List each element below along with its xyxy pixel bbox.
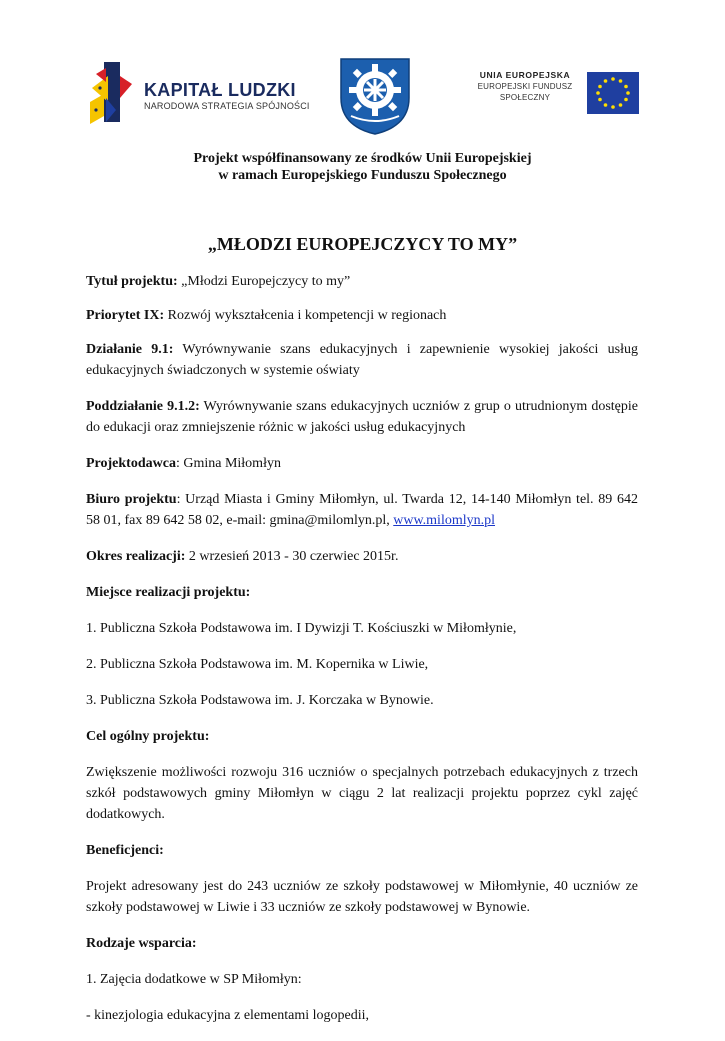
list-item: - kinezjologia edukacyjna z elementami logopedii, [86, 1008, 370, 1023]
funding-statement [0, 150, 725, 184]
section-heading-text: Miejsce realizacji projektu: [86, 585, 251, 600]
field-label: Priorytet IX: [86, 308, 165, 323]
eu-line-fund: EUROPEJSKI FUNDUSZ [477, 82, 573, 91]
field-value: : Urząd Miasta i Gminy Miłomłyn, ul. Twarda 12, 14-140 Miłomłyn tel. 89 642 58 01, fax 89 642 58 02, e-mail: gmina@milomlyn.pl, [86, 492, 638, 528]
field-label: Tytuł projektu: [86, 274, 178, 289]
field-office [86, 489, 638, 531]
beneficiaries-text: Projekt adresowany jest do 243 uczniów ze szkoły podstawowej w Miłomłynie, 40 uczniów ze szkoły podstawowej w Liwie i 33 uczniów ze szkoły podstawowej w Bynowie. [86, 879, 638, 915]
project-main-title: „MŁODZI EUROPEJCZYCY TO MY” [207, 234, 518, 254]
eu-efs-logo [475, 70, 640, 116]
field-period [86, 546, 638, 567]
section-heading-text: Rodzaje wsparcia: [86, 936, 197, 951]
field-label: Działanie 9.1: [86, 342, 174, 357]
kapital-ludzki-title: KAPITAŁ LUDZKI [144, 80, 296, 100]
kapital-ludzki-logo [86, 58, 310, 130]
list-item: 3. Publiczna Szkoła Podstawowa im. J. Korczaka w Bynowie. [86, 693, 434, 708]
field-measure [86, 339, 638, 381]
section-heading-locations [86, 582, 638, 603]
eu-flag-icon [587, 72, 639, 114]
field-value: 2 wrzesień 2013 ‐ 30 czerwiec 2015r. [185, 549, 399, 564]
kapital-ludzki-mark-icon [86, 58, 134, 130]
goal-text: Zwiększenie możliwości rozwoju 316 uczniów o specjalnych potrzebach edukacyjnych z trzech szkół podstawowych gminy Miłomłyn w ciągu 2 lat realizacji projektu poprzez cykl zajęć dodatkowych. [86, 765, 638, 822]
field-value: „Młodzi Europejczycy to my” [177, 274, 351, 289]
field-submeasure [86, 396, 638, 438]
eu-line-social: SPOŁECZNY [499, 93, 551, 102]
field-label: Poddziałanie 9.1.2: [86, 399, 200, 414]
eu-logo-text [475, 70, 575, 103]
logo-bar [0, 0, 725, 140]
field-applicant [86, 453, 638, 474]
field-label: Okres realizacji: [86, 549, 186, 564]
funding-line-2: w ramach Europejskiego Funduszu Społecznego [218, 168, 507, 183]
document-body [86, 271, 638, 1041]
eu-line-union: UNIA EUROPEJSKA [479, 70, 571, 80]
field-priority [86, 305, 638, 326]
section-heading-text: Cel ogólny projektu: [86, 729, 210, 744]
field-value: : Gmina Miłomłyn [175, 456, 281, 471]
field-label: Projektodawca [86, 456, 176, 471]
list-item: 1. Publiczna Szkoła Podstawowa im. I Dywizji T. Kościuszki w Miłomłynie, [86, 621, 517, 636]
section-heading-beneficiaries [86, 840, 638, 861]
kapital-ludzki-subtitle: NARODOWA STRATEGIA SPÓJNOŚCI [144, 101, 310, 111]
section-heading-support [86, 933, 638, 954]
field-value: Wyrównywanie szans edukacyjnych i zapewnienie wysokiej jakości usług edukacyjnych świadczonych w systemie oświaty [86, 342, 638, 378]
gmina-crest-icon [337, 56, 413, 136]
field-project-title [86, 271, 638, 292]
list-item: 2. Publiczna Szkoła Podstawowa im. M. Kopernika w Liwie, [86, 657, 429, 672]
list-item: 1. Zajęcia dodatkowe w SP Miłomłyn: [86, 972, 302, 987]
website-link[interactable]: www.milomlyn.pl [393, 513, 496, 528]
field-value: Rozwój wykształcenia i kompetencji w regionach [164, 308, 447, 323]
field-value: Wyrównywanie szans edukacyjnych uczniów z grup o utrudnionym dostępie do edukacji oraz zmniejszenie różnic w jakości usług edukacyjnych [86, 399, 638, 435]
funding-line-1: Projekt współfinansowany ze środków Unii Europejskiej [193, 151, 532, 166]
section-heading-goal [86, 726, 638, 747]
field-label: Biuro projektu [86, 492, 177, 507]
section-heading-text: Beneficjenci: [86, 843, 164, 858]
